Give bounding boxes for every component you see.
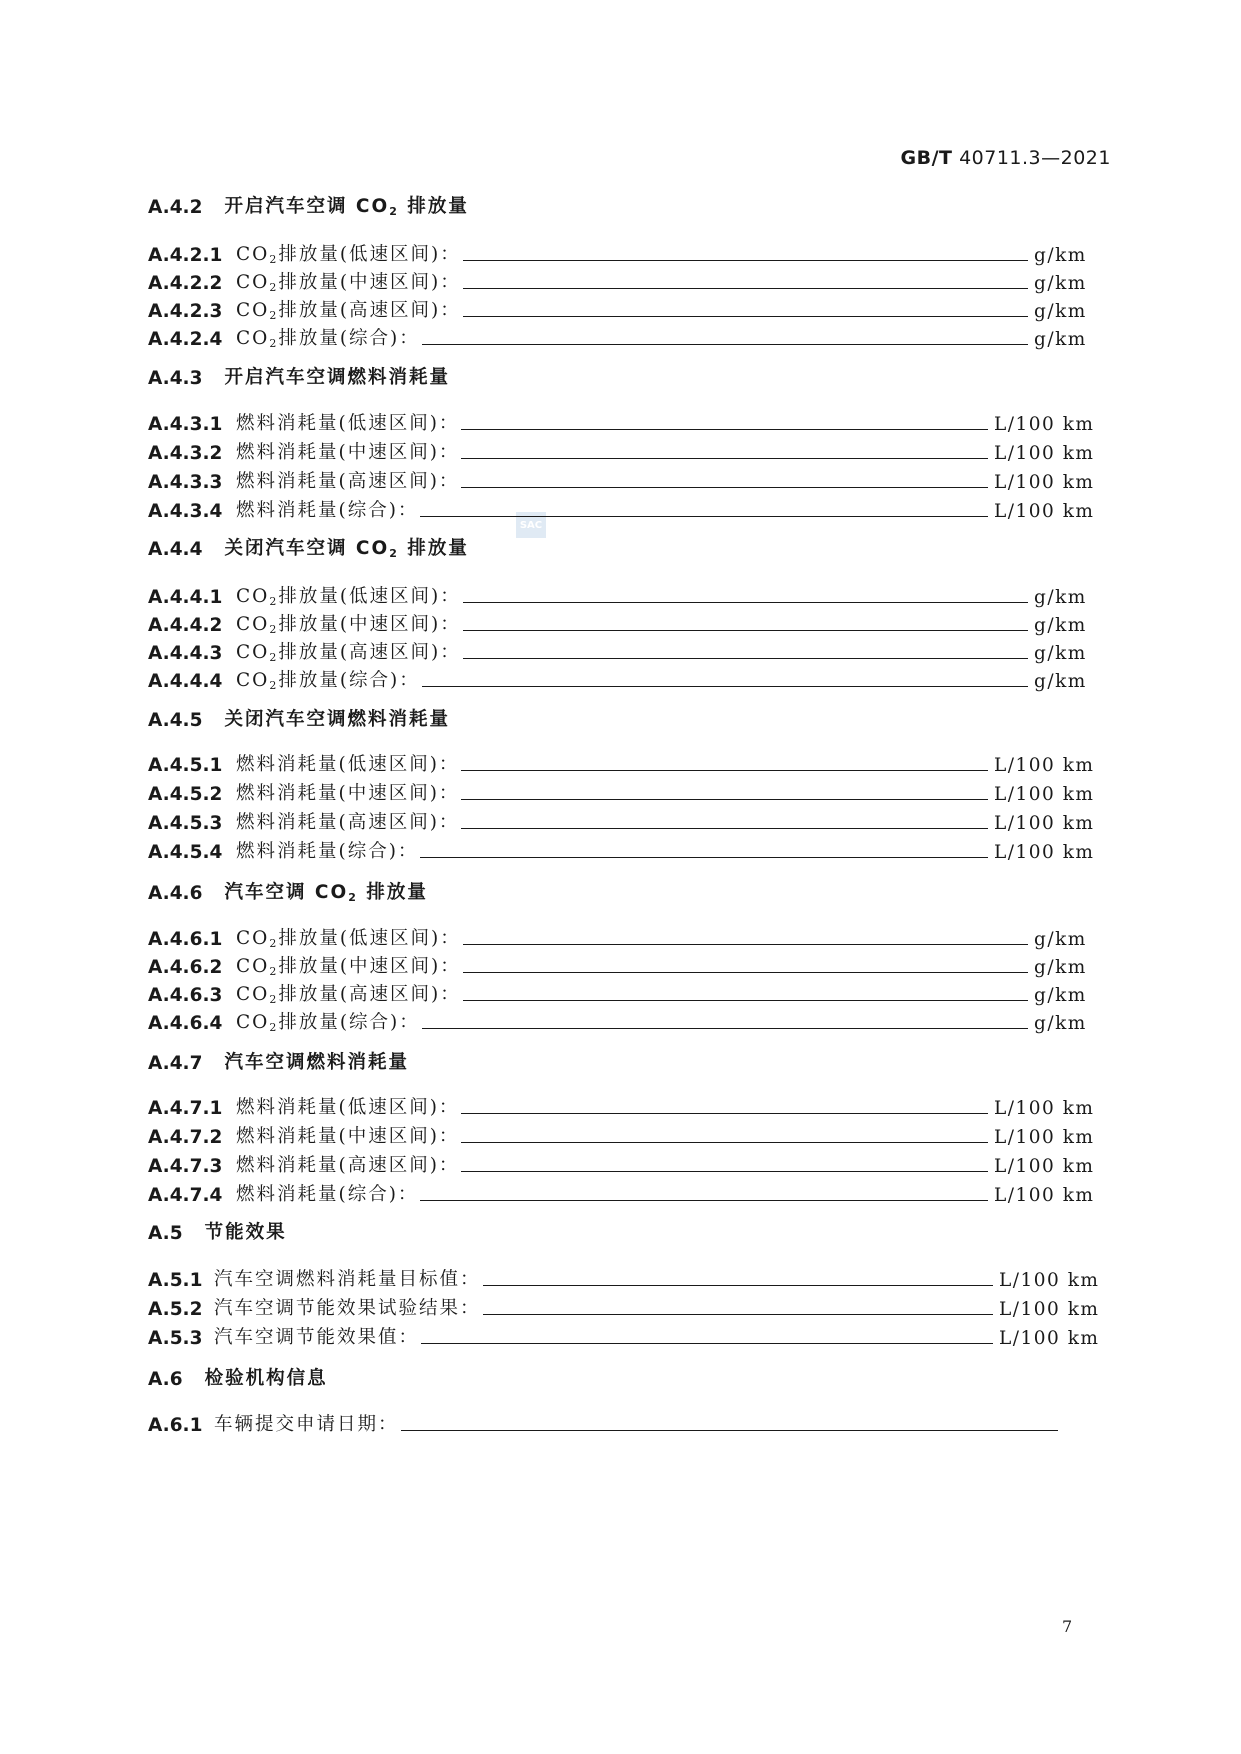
section-heading [148,534,469,560]
item-label-text: 燃料消耗量(中速区间)： [236,442,460,463]
fill-in-blank[interactable] [461,1142,988,1143]
section-number: A.6 [148,1369,183,1390]
item-label-text: 燃料消耗量(高速区间)： [236,471,460,492]
form-item [148,1294,1099,1320]
item-number: A.4.7.1 [148,1098,223,1119]
form-item [148,324,1087,350]
form-item [148,980,1087,1006]
section-number: A.5 [148,1223,183,1244]
item-label [236,666,420,692]
section-heading [148,705,450,731]
item-label [236,1180,418,1206]
fill-in-blank[interactable] [422,686,1028,687]
item-label [236,324,420,350]
item-label-text: 燃料消耗量(中速区间)： [236,1126,460,1147]
item-number: A.4.7.2 [148,1127,223,1148]
page-number: 7 [1062,1617,1073,1636]
unit-label: L/100 km [994,1156,1095,1177]
fill-in-blank[interactable] [483,1314,993,1315]
form-item [148,808,1094,834]
item-label-text: 燃料消耗量(低速区间)： [236,413,460,434]
item-number: A.4.2.1 [148,245,223,266]
section-title-text: 排放量 [398,538,469,559]
subscript: 2 [269,595,279,608]
item-label-text: 排放量(综合)： [278,670,420,691]
fill-in-blank[interactable] [461,429,988,430]
item-number: A.4.7.3 [148,1156,223,1177]
item-label-text: CO [236,984,270,1005]
form-item [148,1151,1094,1177]
item-label-text: 排放量(综合)： [278,1012,420,1033]
section-heading [148,363,450,389]
item-label-text: 燃料消耗量(低速区间)： [236,1097,460,1118]
item-label [236,438,459,464]
item-number: A.4.5.3 [148,813,223,834]
item-label [214,1294,481,1320]
form-item [148,924,1087,950]
fill-in-blank[interactable] [463,260,1028,261]
fill-in-blank[interactable] [463,1000,1028,1001]
unit-label: L/100 km [994,813,1095,834]
item-number: A.4.3.3 [148,472,223,493]
subscript: 2 [269,937,279,950]
item-number: A.4.5.1 [148,755,223,776]
item-label [236,1093,459,1119]
item-label-text: 燃料消耗量(综合)： [236,500,419,521]
section-title-text: 汽车空调 CO [224,882,349,903]
section-number: A.4.7 [148,1053,203,1074]
item-label [236,268,461,294]
section-title [224,192,468,218]
item-label-text: 燃料消耗量(中速区间)： [236,783,460,804]
item-number: A.4.4.4 [148,671,223,692]
item-number: A.4.3.2 [148,443,223,464]
item-label-text: CO [236,1012,270,1033]
item-number: A.4.5.4 [148,842,223,863]
form-item [148,1265,1099,1291]
item-label [236,837,418,863]
fill-in-blank[interactable] [461,828,988,829]
item-label [236,582,461,608]
unit-label: g/km [1034,929,1087,950]
unit-label: L/100 km [994,1127,1095,1148]
subscript: 2 [269,965,279,978]
item-label [236,980,461,1006]
fill-in-blank[interactable] [461,1113,988,1114]
item-label [236,610,461,636]
section-title-text: 检验机构信息 [204,1368,328,1389]
unit-label: g/km [1034,671,1087,692]
item-number: A.4.4.2 [148,615,223,636]
item-label [236,750,459,776]
form-item [148,666,1087,692]
fill-in-blank[interactable] [461,1171,988,1172]
item-label-text: 燃料消耗量(综合)： [236,1184,419,1205]
form-item [148,1323,1099,1349]
item-label-text: 排放量(高速区间)： [278,642,461,663]
item-number: A.5.1 [148,1270,203,1291]
unit-label: L/100 km [994,755,1095,776]
form-item [148,1093,1094,1119]
subscript: 2 [269,253,279,266]
unit-label: L/100 km [994,1098,1095,1119]
unit-label: L/100 km [994,472,1095,493]
fill-in-blank[interactable] [422,344,1028,345]
item-label [236,808,459,834]
fill-in-blank[interactable] [463,972,1028,973]
form-item [148,296,1087,322]
item-number: A.4.5.2 [148,784,223,805]
sac-watermark: SAC [516,512,546,538]
item-number: A.4.2.2 [148,273,223,294]
item-label [236,1008,420,1034]
item-label [236,1122,459,1148]
fill-in-blank[interactable] [420,516,988,517]
form-item [148,240,1087,266]
fill-in-blank[interactable] [421,1343,993,1344]
item-label-text: 排放量(中速区间)： [278,272,461,293]
standard-code [901,147,1111,169]
section-heading [148,1218,287,1244]
fill-in-blank[interactable] [422,1028,1028,1029]
item-label-text: 燃料消耗量(综合)： [236,841,419,862]
unit-label: g/km [1034,1013,1087,1034]
form-item [148,952,1087,978]
item-label-text: CO [236,928,270,949]
unit-label: g/km [1034,587,1087,608]
standard-prefix: GB/T [900,147,953,169]
item-label-text: CO [236,614,270,635]
unit-label: g/km [1034,957,1087,978]
unit-label: g/km [1034,329,1087,350]
item-label-text: 排放量(低速区间)： [278,586,461,607]
form-item [148,638,1087,664]
subscript: 2 [269,993,279,1006]
fill-in-blank[interactable] [463,630,1028,631]
section-title-text: 节能效果 [204,1222,287,1243]
item-number: A.5.2 [148,1299,203,1320]
item-label-text: CO [236,956,270,977]
item-label-text: 排放量(高速区间)： [278,984,461,1005]
unit-label: L/100 km [999,1299,1100,1320]
section-title [224,534,468,560]
section-title-text: 开启汽车空调燃料消耗量 [224,367,450,388]
fill-in-blank[interactable] [401,1430,1058,1431]
form-item [148,779,1094,805]
item-number: A.4.2.4 [148,329,223,350]
section-title [205,1218,287,1244]
form-item [148,1410,1064,1436]
item-label-text: CO [236,670,270,691]
item-label-text: CO [236,642,270,663]
unit-label: L/100 km [994,842,1095,863]
section-heading [148,878,428,904]
section-heading [148,1048,409,1074]
item-label-text: 汽车空调节能效果值： [214,1327,420,1348]
standard-number: 40711.3—2021 [959,147,1111,169]
form-item [148,268,1087,294]
section-number: A.4.2 [148,197,203,218]
unit-label: g/km [1034,615,1087,636]
fill-in-blank[interactable] [461,487,988,488]
fill-in-blank[interactable] [463,288,1028,289]
subscript: 2 [389,205,399,218]
section-title-text: 排放量 [357,882,428,903]
item-label [236,1151,459,1177]
unit-label: L/100 km [994,501,1095,522]
form-item [148,582,1087,608]
item-label-text: 排放量(中速区间)： [278,956,461,977]
item-label [236,240,461,266]
form-item [148,1122,1094,1148]
subscript: 2 [269,651,279,664]
form-item [148,1008,1087,1034]
subscript: 2 [269,337,279,350]
item-label [236,467,459,493]
subscript: 2 [269,309,279,322]
item-label-text: CO [236,244,270,265]
item-label-text: 排放量(综合)： [278,328,420,349]
item-label-text: 燃料消耗量(高速区间)： [236,1155,460,1176]
subscript: 2 [269,281,279,294]
item-number: A.4.2.3 [148,301,223,322]
section-title-text: 开启汽车空调 CO [224,196,390,217]
unit-label: L/100 km [994,443,1095,464]
unit-label: g/km [1034,273,1087,294]
item-number: A.4.3.4 [148,501,223,522]
section-title [224,705,450,731]
fill-in-blank[interactable] [461,458,988,459]
section-number: A.4.3 [148,368,203,389]
item-label-text: 汽车空调节能效果试验结果： [214,1298,481,1319]
item-number: A.4.4.3 [148,643,223,664]
unit-label: L/100 km [994,414,1095,435]
item-label [236,409,459,435]
item-label-text: 汽车空调燃料消耗量目标值： [214,1269,481,1290]
section-title-text: 汽车空调燃料消耗量 [224,1052,409,1073]
item-label-text: 排放量(中速区间)： [278,614,461,635]
item-label [214,1410,399,1436]
item-label-text: CO [236,272,270,293]
section-title-text: 关闭汽车空调燃料消耗量 [224,709,450,730]
item-label-text: CO [236,586,270,607]
unit-label: L/100 km [994,1185,1095,1206]
item-number: A.5.3 [148,1328,203,1349]
fill-in-blank[interactable] [483,1285,993,1286]
form-item [148,610,1087,636]
item-label-text: 燃料消耗量(低速区间)： [236,754,460,775]
form-item [148,496,1094,522]
item-number: A.4.6.3 [148,985,223,1006]
fill-in-blank[interactable] [420,857,988,858]
item-label-text: 排放量(低速区间)： [278,244,461,265]
item-label-text: 车辆提交申请日期： [214,1414,399,1435]
fill-in-blank[interactable] [463,944,1028,945]
unit-label: g/km [1034,245,1087,266]
section-number: A.4.5 [148,710,203,731]
subscript: 2 [269,1021,279,1034]
form-item [148,837,1094,863]
form-item [148,750,1094,776]
unit-label: g/km [1034,301,1087,322]
item-label [236,496,418,522]
fill-in-blank[interactable] [463,658,1028,659]
fill-in-blank[interactable] [463,316,1028,317]
subscript: 2 [389,547,399,560]
item-label-text: 燃料消耗量(高速区间)： [236,812,460,833]
section-number: A.4.4 [148,539,203,560]
unit-label: g/km [1034,985,1087,1006]
form-item [148,467,1094,493]
form-item [148,409,1094,435]
section-title [205,1364,328,1390]
unit-label: L/100 km [994,784,1095,805]
section-title [224,1048,409,1074]
fill-in-blank[interactable] [463,602,1028,603]
form-item [148,438,1094,464]
section-number: A.4.6 [148,883,203,904]
item-label [236,952,461,978]
section-title-text: 排放量 [398,196,469,217]
section-title [224,363,450,389]
fill-in-blank[interactable] [420,1200,988,1201]
unit-label: g/km [1034,643,1087,664]
fill-in-blank[interactable] [461,799,988,800]
item-number: A.4.6.2 [148,957,223,978]
item-number: A.4.6.1 [148,929,223,950]
unit-label: L/100 km [999,1270,1100,1291]
subscript: 2 [348,891,358,904]
item-label [236,638,461,664]
fill-in-blank[interactable] [461,770,988,771]
item-label-text: 排放量(高速区间)： [278,300,461,321]
item-label [214,1323,419,1349]
item-number: A.4.7.4 [148,1185,223,1206]
section-title [224,878,427,904]
item-label [236,296,461,322]
item-label-text: 排放量(低速区间)： [278,928,461,949]
section-heading [148,192,469,218]
item-number: A.4.6.4 [148,1013,223,1034]
item-number: A.4.4.1 [148,587,223,608]
item-label-text: CO [236,300,270,321]
item-number: A.4.3.1 [148,414,223,435]
item-label-text: CO [236,328,270,349]
form-item [148,1180,1094,1206]
item-label [236,924,461,950]
subscript: 2 [269,623,279,636]
section-title-text: 关闭汽车空调 CO [224,538,390,559]
subscript: 2 [269,679,279,692]
item-number: A.6.1 [148,1415,203,1436]
item-label [214,1265,481,1291]
item-label [236,779,459,805]
unit-label: L/100 km [999,1328,1100,1349]
section-heading [148,1364,328,1390]
